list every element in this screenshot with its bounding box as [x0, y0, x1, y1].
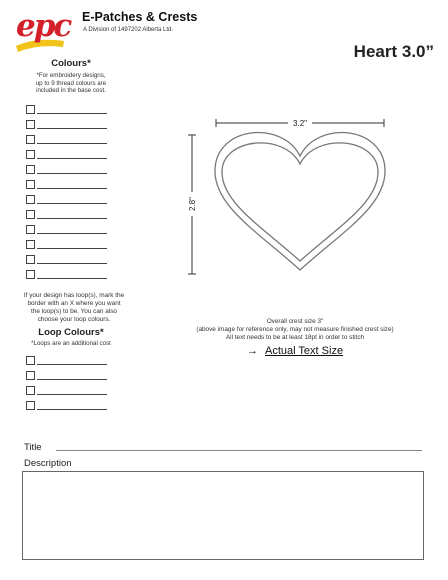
title-label: Title: [24, 442, 42, 453]
colours-note: *For embroidery designs, up to 9 thread colours are included in the base cost.: [35, 72, 107, 95]
page-title: Heart 3.0”: [353, 42, 434, 61]
colour-write-line[interactable]: [37, 173, 107, 174]
height-label: 2.8": [188, 197, 197, 211]
loop-colours-title: Loop Colours*: [38, 327, 104, 338]
colour-slot: [26, 192, 107, 207]
crest-size-info: [180, 318, 410, 342]
colour-checkbox[interactable]: [26, 225, 35, 234]
loop-colour-slot: [26, 398, 107, 413]
actual-text-size: [180, 345, 410, 357]
loop-colour-write-line[interactable]: [37, 364, 107, 365]
loop-colour-write-line[interactable]: [37, 409, 107, 410]
colour-slot: [26, 177, 107, 192]
actual-text-size-label: Actual Text Size: [265, 345, 344, 357]
loop-colour-checkbox[interactable]: [26, 371, 35, 380]
colour-slot: [26, 102, 107, 117]
loop-colour-checkbox[interactable]: [26, 401, 35, 410]
loop-colours-checklist: [26, 353, 107, 413]
epc-logo: [14, 6, 78, 52]
colour-write-line[interactable]: [37, 233, 107, 234]
reference-note-line: (above image for reference only, may not measure finished crest size): [196, 326, 394, 333]
description-box[interactable]: [22, 471, 424, 560]
colour-checkbox[interactable]: [26, 150, 35, 159]
colour-slot: [26, 162, 107, 177]
arrow-right-icon: →: [246, 345, 258, 357]
colour-write-line[interactable]: [37, 263, 107, 264]
colour-checkbox[interactable]: [26, 165, 35, 174]
colour-checkbox[interactable]: [26, 135, 35, 144]
colour-checkbox[interactable]: [26, 270, 35, 279]
heart-diagram: [180, 110, 390, 290]
loop-colour-checkbox[interactable]: [26, 356, 35, 365]
colour-slot: [26, 252, 107, 267]
colour-slot: [26, 132, 107, 147]
colour-slot: [26, 222, 107, 237]
colour-write-line[interactable]: [37, 158, 107, 159]
colour-checkbox[interactable]: [26, 180, 35, 189]
colour-checkbox[interactable]: [26, 240, 35, 249]
loop-colour-slot: [26, 368, 107, 383]
colour-checkbox[interactable]: [26, 120, 35, 129]
loop-colour-slot: [26, 383, 107, 398]
loop-colour-write-line[interactable]: [37, 379, 107, 380]
colour-checkbox[interactable]: [26, 255, 35, 264]
crest-size-line: Overall crest size 3": [266, 318, 324, 325]
loop-instructions: If your design has loop(s), mark the border with an X where you want the loop(s) to be. You can also choose your loop colours.: [23, 292, 125, 323]
heart-outline: [215, 133, 385, 270]
colour-slot: [26, 117, 107, 132]
width-label: 3.2": [293, 119, 307, 128]
loop-colour-write-line[interactable]: [37, 394, 107, 395]
loop-colours-note: *Loops are an additional cost: [31, 340, 111, 347]
colour-checkbox[interactable]: [26, 195, 35, 204]
colour-slot: [26, 207, 107, 222]
colour-checkbox[interactable]: [26, 210, 35, 219]
logo-text: epc: [16, 8, 71, 44]
colours-title: Colours*: [51, 58, 91, 69]
colour-checkbox[interactable]: [26, 105, 35, 114]
colour-write-line[interactable]: [37, 128, 107, 129]
colour-slot: [26, 147, 107, 162]
colours-checklist: [26, 102, 107, 282]
colour-write-line[interactable]: [37, 188, 107, 189]
colour-write-line[interactable]: [37, 203, 107, 204]
colour-write-line[interactable]: [37, 113, 107, 114]
colour-write-line[interactable]: [37, 278, 107, 279]
colour-write-line[interactable]: [37, 143, 107, 144]
colour-write-line[interactable]: [37, 218, 107, 219]
colour-slot: [26, 267, 107, 282]
loop-colour-slot: [26, 353, 107, 368]
loop-colour-checkbox[interactable]: [26, 386, 35, 395]
brand-subtitle: A Division of 1497202 Alberta Ltd.: [83, 27, 174, 33]
min-text-size-line: All text needs to be at least 18pt in order to stitch: [225, 334, 365, 341]
brand-name: E-Patches & Crests: [82, 10, 198, 24]
title-input-line[interactable]: [56, 450, 422, 451]
colour-slot: [26, 237, 107, 252]
colour-write-line[interactable]: [37, 248, 107, 249]
description-label: Description: [24, 458, 72, 469]
